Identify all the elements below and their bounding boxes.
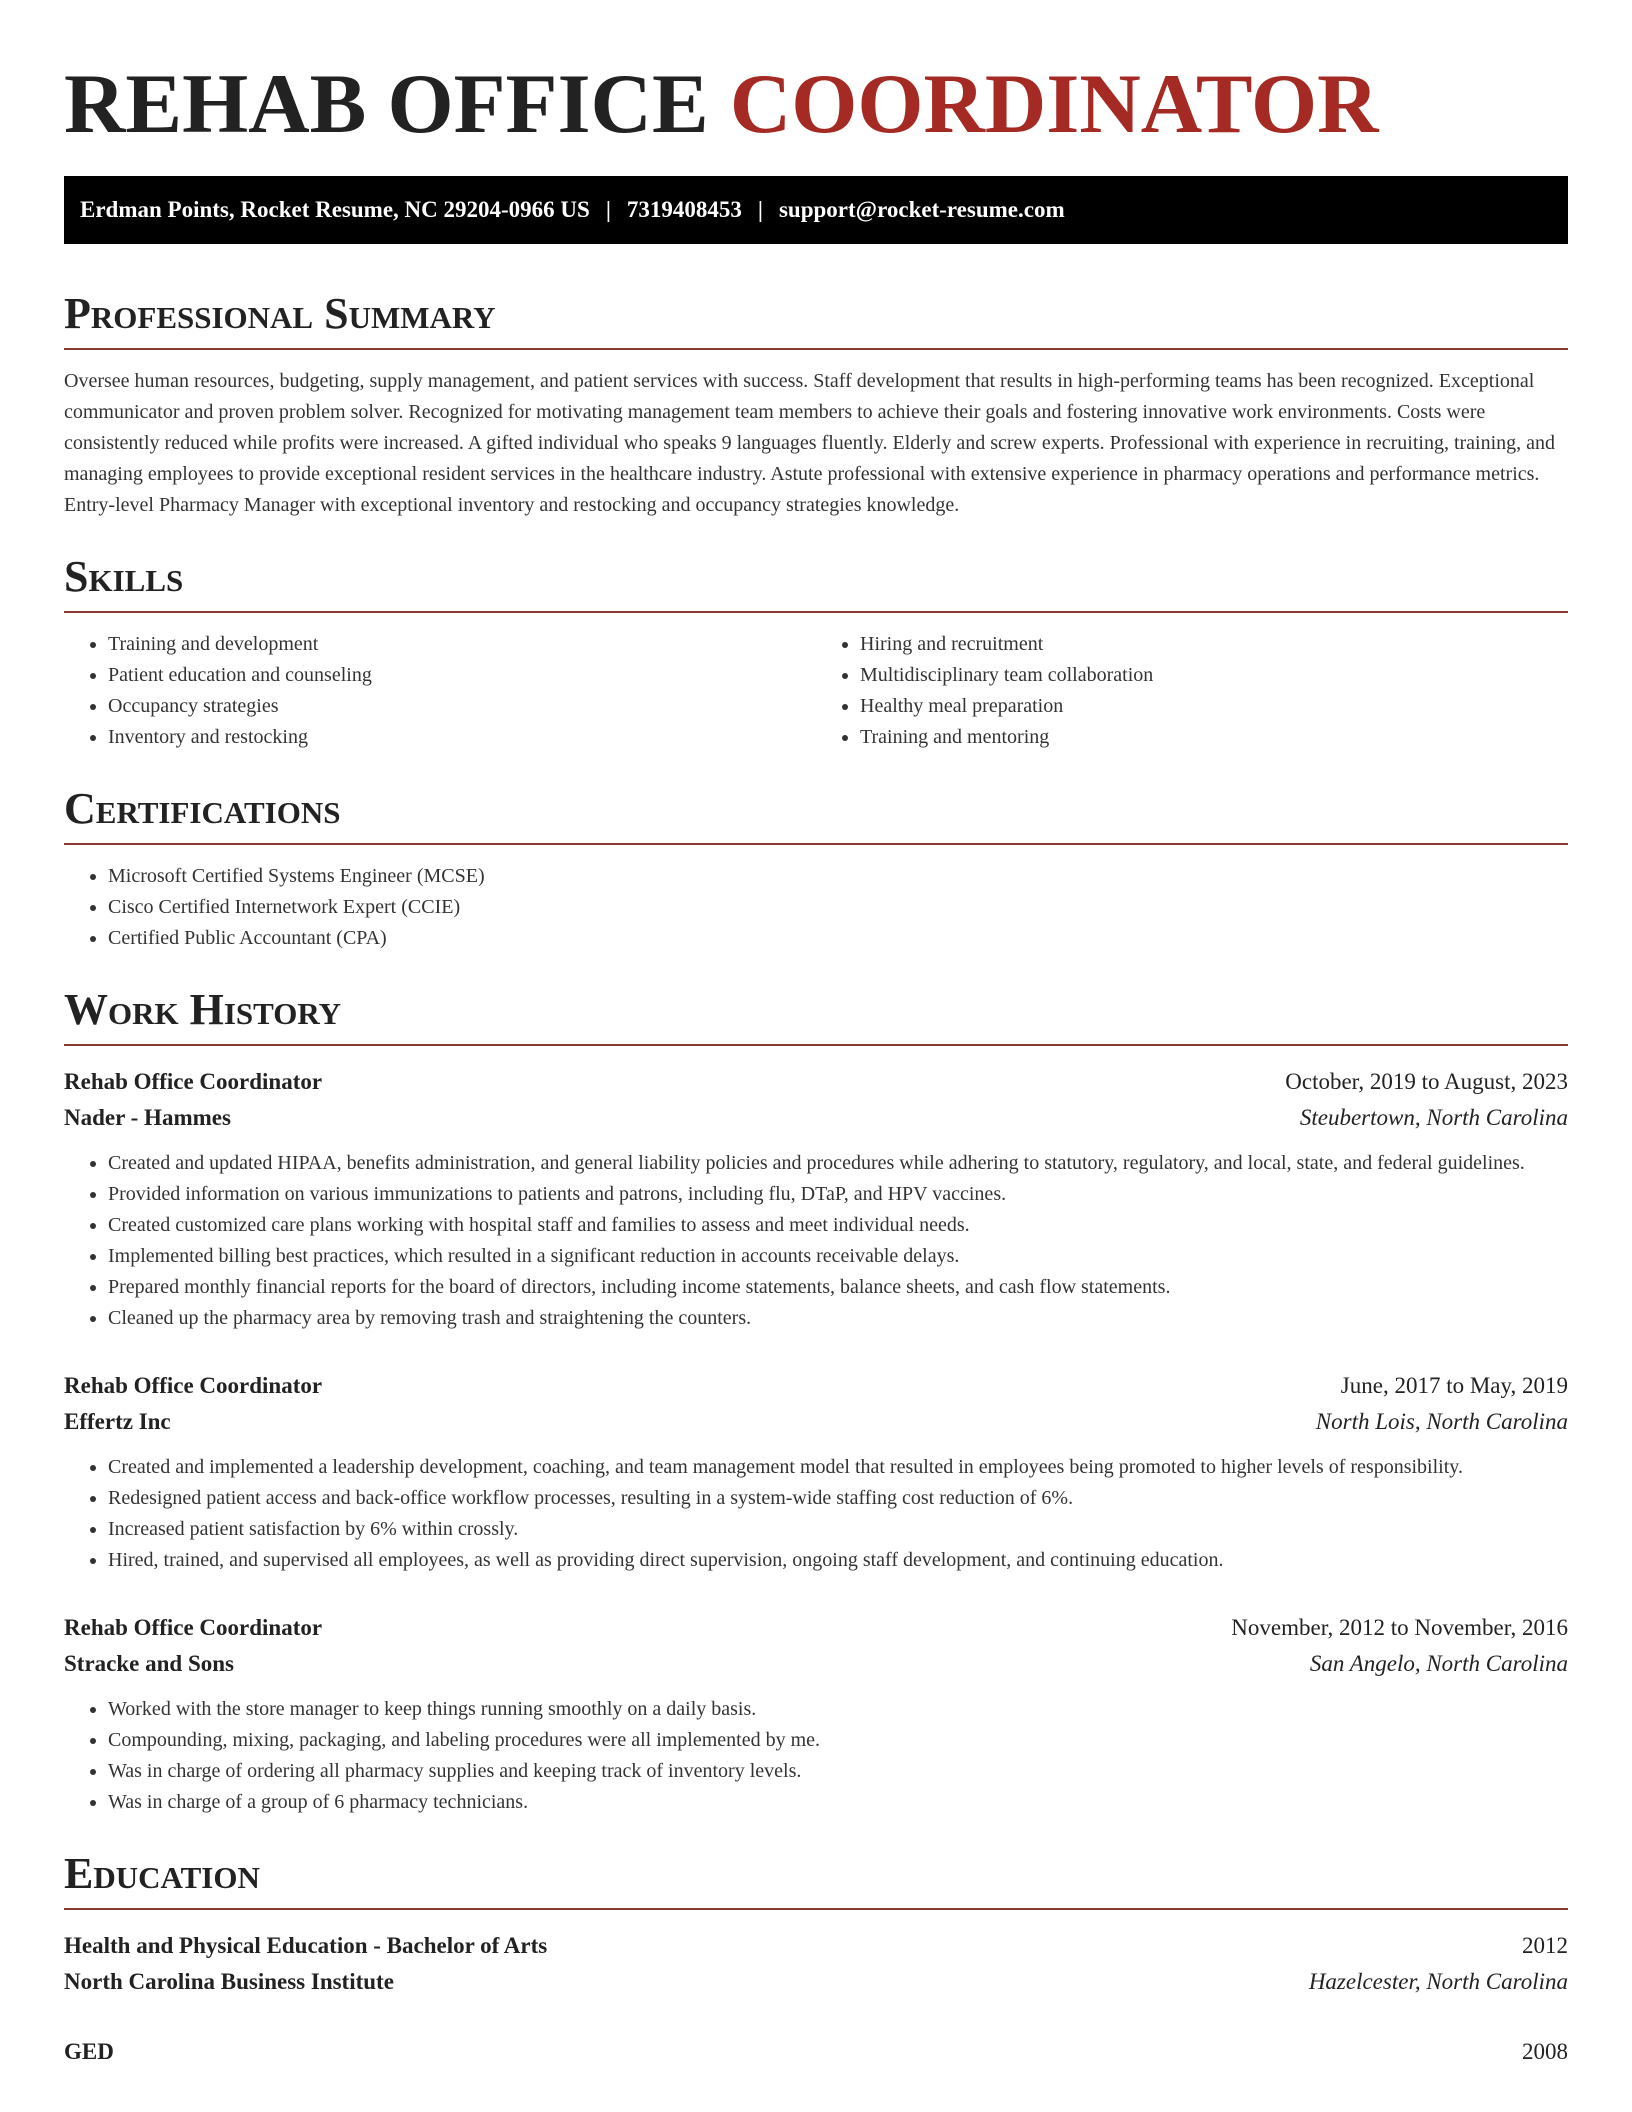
contact-phone: 7319408453: [626, 197, 742, 222]
contact-separator: |: [757, 197, 763, 222]
education-year: 2008: [1522, 2039, 1568, 2064]
page-title: [64, 56, 1568, 152]
education-school: North Carolina Business Institute: [64, 1969, 394, 1994]
skills-section: [64, 551, 1568, 753]
job-company-row: [64, 1100, 1568, 1136]
work-history-section: [64, 984, 1568, 1818]
contact-email: support@rocket-resume.com: [778, 197, 1065, 222]
job-location: San Angelo, North Carolina: [1309, 1651, 1568, 1676]
job-company-row: [64, 1404, 1568, 1440]
education-school-row: [64, 1964, 1568, 2000]
skill-item: • Healthy meal preparation: [860, 691, 1568, 722]
job-dates: June, 2017 to May, 2019: [1340, 1373, 1568, 1398]
job-bullet: • Created and updated HIPAA, benefits administration, and general liability policies and procedures while adhering to statutory, regulatory, and local, state, and federal guidelines.: [108, 1148, 1568, 1179]
job-company: Effertz Inc: [64, 1409, 171, 1434]
job-bullet: • Implemented billing best practices, which resulted in a significant reduction in accounts receivable delays.: [108, 1241, 1568, 1272]
header: [64, 0, 1568, 176]
job-bullets: [64, 1452, 1568, 1576]
title-main: REHAB OFFICE: [64, 57, 709, 151]
certification-item: • Cisco Certified Internetwork Expert (CCIE): [108, 892, 1568, 923]
job-entry: [64, 1064, 1568, 1334]
section-heading-certifications: Certifications: [64, 783, 1568, 845]
job-company: Stracke and Sons: [64, 1651, 234, 1676]
skills-list-right: [816, 629, 1568, 753]
job-dates: October, 2019 to August, 2023: [1285, 1069, 1568, 1094]
skill-item: • Hiring and recruitment: [860, 629, 1568, 660]
skill-item: • Multidisciplinary team collaboration: [860, 660, 1568, 691]
job-title: Rehab Office Coordinator: [64, 1615, 323, 1640]
certifications-section: [64, 783, 1568, 954]
certifications-list: [64, 861, 1568, 954]
job-title: Rehab Office Coordinator: [64, 1373, 323, 1398]
section-heading-education: Education: [64, 1848, 1568, 1910]
summary-section: [64, 288, 1568, 521]
education-entry: [64, 2034, 1568, 2070]
job-header-row: [64, 1064, 1568, 1100]
skills-list-left: [64, 629, 816, 753]
job-bullet: • Worked with the store manager to keep things running smoothly on a daily basis.: [108, 1694, 1568, 1725]
job-bullet: • Was in charge of ordering all pharmacy supplies and keeping track of inventory levels.: [108, 1756, 1568, 1787]
job-bullet: • Compounding, mixing, packaging, and labeling procedures were all implemented by me.: [108, 1725, 1568, 1756]
job-bullets: [64, 1148, 1568, 1334]
certification-item: • Certified Public Accountant (CPA): [108, 923, 1568, 954]
job-location: Steubertown, North Carolina: [1299, 1105, 1568, 1130]
education-entry: [64, 1928, 1568, 2000]
job-company-row: [64, 1646, 1568, 1682]
section-heading-work: Work History: [64, 984, 1568, 1046]
skills-grid: [64, 629, 1568, 753]
job-company: Nader - Hammes: [64, 1105, 231, 1130]
education-location: Hazelcester, North Carolina: [1308, 1969, 1568, 1994]
job-bullet: • Provided information on various immunizations to patients and patrons, including flu, DTaP, and HPV vaccines.: [108, 1179, 1568, 1210]
job-header-row: [64, 1368, 1568, 1404]
job-header-row: [64, 1610, 1568, 1646]
skill-item: • Patient education and counseling: [108, 660, 816, 691]
education-header-row: [64, 1928, 1568, 1964]
job-bullet: • Increased patient satisfaction by 6% within crossly.: [108, 1514, 1568, 1545]
skill-item: • Inventory and restocking: [108, 722, 816, 753]
job-bullet: • Created and implemented a leadership development, coaching, and team management model that resulted in employees being promoted to higher levels of responsibility.: [108, 1452, 1568, 1483]
section-heading-skills: Skills: [64, 551, 1568, 613]
education-header-row: [64, 2034, 1568, 2070]
job-bullet: • Was in charge of a group of 6 pharmacy technicians.: [108, 1787, 1568, 1818]
contact-separator: |: [605, 197, 611, 222]
certification-item: • Microsoft Certified Systems Engineer (MCSE): [108, 861, 1568, 892]
job-location: North Lois, North Carolina: [1315, 1409, 1568, 1434]
summary-text: Oversee human resources, budgeting, supply management, and patient services with success. Staff development that results in high-performing teams has been recognized. Exceptional communicator and proven problem solver. Recognized for motivating management team members to achieve their goals and fostering innovative work environments. Costs were consistently reduced while profits were increased. A gifted individual who speaks 9 languages fluently. Elderly and screw experts. Professional with experience in recruiting, training, and managing employees to provide exceptional resident services in the healthcare industry. Astute professional with extensive experience in pharmacy operations and performance metrics. Entry-level Pharmacy Manager with exceptional inventory and restocking and occupancy strategies knowledge.: [64, 370, 1556, 516]
job-bullet: • Prepared monthly financial reports for the board of directors, including income statements, balance sheets, and cash flow statements.: [108, 1272, 1568, 1303]
education-degree: Health and Physical Education - Bachelor of Arts: [64, 1933, 548, 1958]
contact-bar: [64, 176, 1568, 244]
job-bullets: [64, 1694, 1568, 1818]
education-year: 2012: [1522, 1933, 1568, 1958]
job-bullet: • Redesigned patient access and back-office workflow processes, resulting in a system-wide staffing cost reduction of 6%.: [108, 1483, 1568, 1514]
skill-item: • Training and development: [108, 629, 816, 660]
skill-item: • Training and mentoring: [860, 722, 1568, 753]
contact-address: Erdman Points, Rocket Resume, NC 29204-0966 US: [80, 197, 590, 222]
section-heading-summary: Professional Summary: [64, 288, 1568, 350]
job-bullet: • Hired, trained, and supervised all employees, as well as providing direct supervision, ongoing staff development, and continuing education.: [108, 1545, 1568, 1576]
job-title: Rehab Office Coordinator: [64, 1069, 323, 1094]
skill-item: • Occupancy strategies: [108, 691, 816, 722]
job-bullet: • Cleaned up the pharmacy area by removing trash and straightening the counters.: [108, 1303, 1568, 1334]
job-dates: November, 2012 to November, 2016: [1231, 1615, 1568, 1640]
title-accent: COORDINATOR: [729, 57, 1379, 151]
job-bullet: • Created customized care plans working with hospital staff and families to assess and meet individual needs.: [108, 1210, 1568, 1241]
education-section: [64, 1848, 1568, 2070]
education-degree: GED: [64, 2039, 114, 2064]
job-entry: [64, 1610, 1568, 1818]
job-entry: [64, 1368, 1568, 1576]
